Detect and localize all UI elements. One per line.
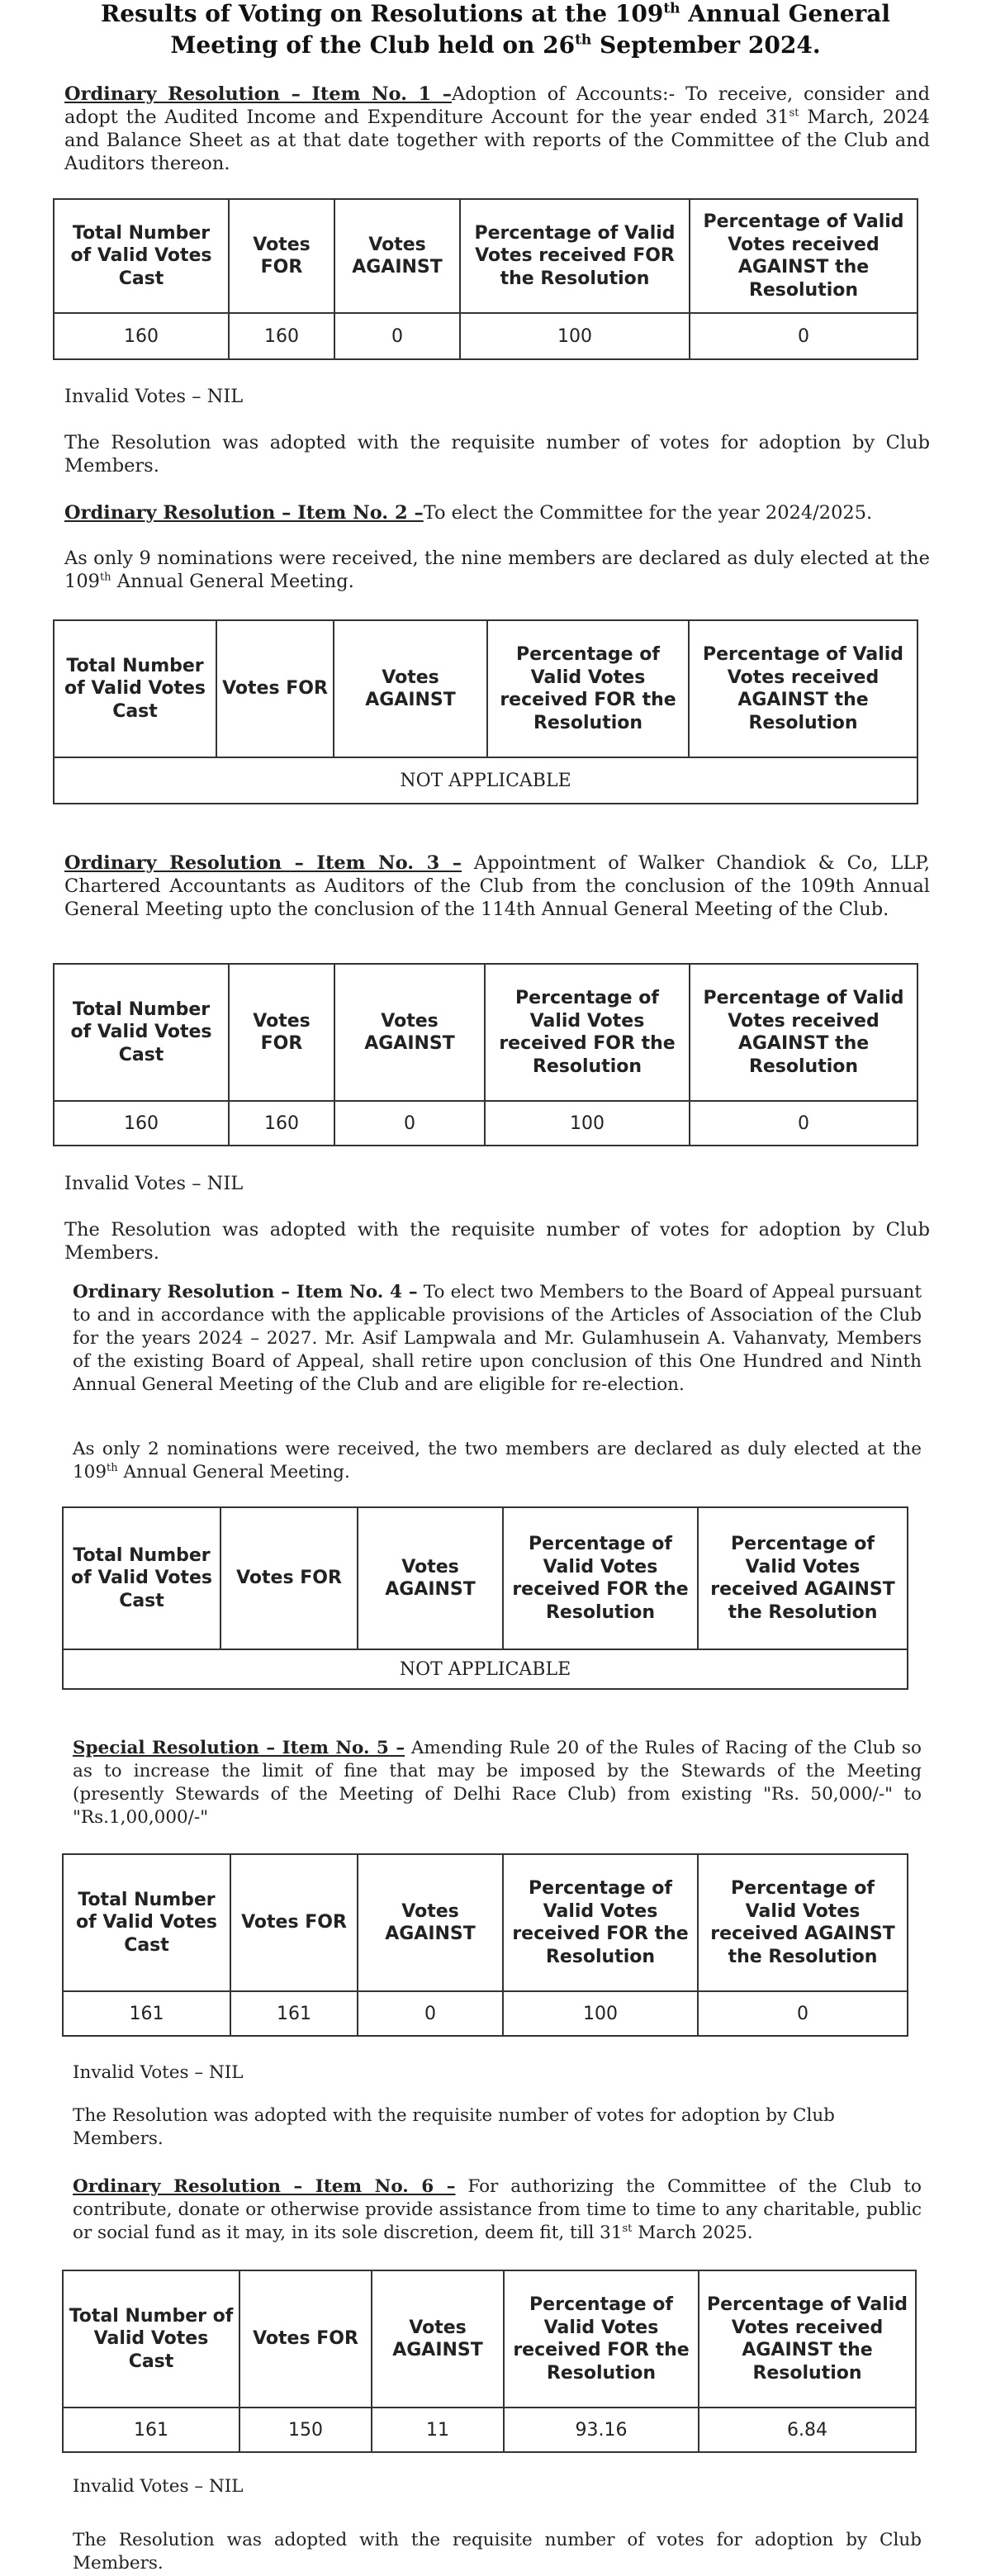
table-row xyxy=(63,1649,908,1689)
cell-pct-against: 0 xyxy=(690,313,918,359)
col-total-votes: Total Number of Valid Votes Cast xyxy=(63,1507,220,1649)
cell-votes-for: 150 xyxy=(239,2408,372,2452)
col-total-votes: Total Number of Valid Votes Cast xyxy=(54,620,216,757)
col-votes-against: Votes AGAINST xyxy=(372,2270,504,2408)
resolution-1-vote-table xyxy=(53,198,918,360)
col-pct-against: Percentage of Valid Votes received AGAINST the Resolution xyxy=(699,2270,916,2408)
cell-votes-for: 160 xyxy=(229,313,334,359)
resolution-6-invalid-votes: Invalid Votes – NIL xyxy=(73,2476,244,2497)
resolution-1-result: The Resolution was adopted with the requisite number of votes for adoption by Club Members. xyxy=(64,432,930,477)
cell-pct-for: 100 xyxy=(460,313,690,359)
not-applicable-cell: NOT APPLICABLE xyxy=(54,757,918,804)
col-total-votes: Total Number of Valid Votes Cast xyxy=(54,199,229,313)
resolution-5-heading: Special Resolution – Item No. 5 – xyxy=(73,1738,405,1758)
table-header-row xyxy=(63,2270,916,2408)
cell-pct-for: 100 xyxy=(503,1991,698,2036)
cell-votes-against: 0 xyxy=(334,313,460,359)
cell-pct-for: 93.16 xyxy=(504,2408,699,2452)
resolution-3-invalid-votes: Invalid Votes – NIL xyxy=(64,1173,244,1194)
cell-total-votes: 161 xyxy=(63,1991,230,2036)
resolution-2-vote-table xyxy=(53,619,918,804)
resolution-4-description: Ordinary Resolution – Item No. 4 – To elect two Members to the Board of Appeal pursuant to and in accordance with the applicable provisions of the Articles of Association of the Club for the years 2024 – 2027. Mr. Asif Lampwala and Mr. Gulamhusein A. Vahanvaty, Members of the existing Board of Appeal, shall retire upon conclusion of this One Hundred and Ninth Annual General Meeting of the Club and are eligible for re-election. xyxy=(73,1282,922,1395)
resolution-5-description: Special Resolution – Item No. 5 – Amending Rule 20 of the Rules of Racing of the Club so as to increase the limit of fine that may be imposed by the Stewards of the Meeting (presently Stewards of the Meeting of Delhi Race Club) from existing "Rs. 50,000/-" to "Rs.1,00,000/-" xyxy=(73,1738,922,1828)
title-line-2: Meeting of the Club held on 26th September 2024. xyxy=(170,31,821,59)
table-header-row xyxy=(54,620,918,757)
col-pct-against: Percentage of Valid Votes received AGAINST the Resolution xyxy=(690,199,918,313)
resolution-6-result: The Resolution was adopted with the requisite number of votes for adoption by Club Members. xyxy=(73,2530,922,2574)
resolution-5-result: The Resolution was adopted with the requisite number of votes for adoption by Club Members. xyxy=(73,2105,835,2149)
cell-total-votes: 161 xyxy=(63,2408,239,2452)
resolution-4-vote-table xyxy=(62,1506,908,1690)
resolution-6-heading: Ordinary Resolution – Item No. 6 – xyxy=(73,2176,456,2197)
page-title xyxy=(50,0,941,61)
not-applicable-cell: NOT APPLICABLE xyxy=(63,1649,908,1689)
col-total-votes: Total Number of Valid Votes Cast xyxy=(63,2270,239,2408)
resolution-5-vote-table xyxy=(62,1853,908,2037)
cell-pct-against: 0 xyxy=(690,1101,918,1146)
title-line-1: Results of Voting on Resolutions at the 109th Annual General xyxy=(100,0,891,27)
col-pct-for: Percentage of Valid Votes received FOR the Resolution xyxy=(503,1507,698,1649)
table-row xyxy=(54,757,918,804)
col-votes-against: Votes AGAINST xyxy=(334,199,460,313)
col-pct-against: Percentage of Valid Votes received AGAINST the Resolution xyxy=(689,620,918,757)
col-total-votes: Total Number of Valid Votes Cast xyxy=(54,964,229,1101)
col-votes-for: Votes FOR xyxy=(229,964,334,1101)
cell-pct-for: 100 xyxy=(485,1101,690,1146)
cell-pct-against: 6.84 xyxy=(699,2408,916,2452)
cell-votes-against: 11 xyxy=(372,2408,504,2452)
table-row xyxy=(63,1991,908,2036)
resolution-5-invalid-votes: Invalid Votes – NIL xyxy=(73,2062,244,2083)
cell-votes-for: 160 xyxy=(229,1101,334,1146)
resolution-1-description: Ordinary Resolution – Item No. 1 –Adoption of Accounts:- To receive, consider and adopt the Audited Income and Expenditure Account for the year ended 31st March, 2024 and Balance Sheet as at that date together with reports of the Committee of the Club and Auditors thereon. xyxy=(64,83,930,174)
col-pct-against: Percentage of Valid Votes received AGAINST the Resolution xyxy=(690,964,918,1101)
table-header-row xyxy=(54,964,918,1101)
col-pct-for: Percentage of Valid Votes received FOR the Resolution xyxy=(460,199,690,313)
resolution-3-description: Ordinary Resolution – Item No. 3 – Appointment of Walker Chandiok & Co, LLP, Chartered Accountants as Auditors of the Club from the conclusion of the 109th Annual General Meeting upto the conclusion of the 114th Annual General Meeting of the Club. xyxy=(64,852,930,920)
table-header-row xyxy=(63,1854,908,1991)
col-pct-for: Percentage of Valid Votes received FOR the Resolution xyxy=(487,620,689,757)
cell-votes-for: 161 xyxy=(230,1991,358,2036)
resolution-2-heading: Ordinary Resolution – Item No. 2 – xyxy=(64,502,424,524)
resolution-1-invalid-votes: Invalid Votes – NIL xyxy=(64,386,244,407)
resolution-2-note: As only 9 nominations were received, the nine members are declared as duly elected at the 109th Annual General Meeting. xyxy=(64,548,930,592)
col-votes-against: Votes AGAINST xyxy=(334,620,487,757)
table-row xyxy=(63,2408,916,2452)
resolution-1-heading: Ordinary Resolution – Item No. 1 – xyxy=(64,83,452,105)
col-pct-for: Percentage of Valid Votes received FOR the Resolution xyxy=(485,964,690,1101)
resolution-4-note: As only 2 nominations were received, the two members are declared as duly elected at the 109th Annual General Meeting. xyxy=(73,1439,922,1483)
cell-votes-against: 0 xyxy=(334,1101,485,1146)
col-total-votes: Total Number of Valid Votes Cast xyxy=(63,1854,230,1991)
col-pct-against: Percentage of Valid Votes received AGAINST the Resolution xyxy=(698,1854,908,1991)
resolution-2-description: Ordinary Resolution – Item No. 2 –To elect the Committee for the year 2024/2025. xyxy=(64,502,873,524)
col-votes-against: Votes AGAINST xyxy=(358,1507,503,1649)
table-row xyxy=(54,1101,918,1146)
resolution-6-description: Ordinary Resolution – Item No. 6 – For authorizing the Committee of the Club to contribute, donate or otherwise provide assistance from time to time to any charitable, public or social fund as it may, in its sole discretion, deem fit, till 31st March 2025. xyxy=(73,2176,922,2243)
col-votes-for: Votes FOR xyxy=(216,620,334,757)
resolution-6-vote-table xyxy=(62,2270,917,2453)
col-votes-against: Votes AGAINST xyxy=(334,964,485,1101)
cell-total-votes: 160 xyxy=(54,1101,229,1146)
cell-pct-against: 0 xyxy=(698,1991,908,2036)
col-votes-for: Votes FOR xyxy=(229,199,334,313)
resolution-3-result: The Resolution was adopted with the requisite number of votes for adoption by Club Members. xyxy=(64,1219,930,1264)
col-votes-for: Votes FOR xyxy=(230,1854,358,1991)
col-pct-for: Percentage of Valid Votes received FOR the Resolution xyxy=(504,2270,699,2408)
col-votes-for: Votes FOR xyxy=(220,1507,358,1649)
cell-total-votes: 160 xyxy=(54,313,229,359)
table-header-row xyxy=(63,1507,908,1649)
resolution-4-heading: Ordinary Resolution – Item No. 4 – xyxy=(73,1282,418,1302)
table-header-row xyxy=(54,199,918,313)
resolution-3-heading: Ordinary Resolution – Item No. 3 – xyxy=(64,852,462,874)
resolution-3-vote-table xyxy=(53,963,918,1146)
col-pct-for: Percentage of Valid Votes received FOR the Resolution xyxy=(503,1854,698,1991)
col-pct-against: Percentage of Valid Votes received AGAINST the Resolution xyxy=(698,1507,908,1649)
col-votes-for: Votes FOR xyxy=(239,2270,372,2408)
table-row xyxy=(54,313,918,359)
cell-votes-against: 0 xyxy=(358,1991,503,2036)
col-votes-against: Votes AGAINST xyxy=(358,1854,503,1991)
